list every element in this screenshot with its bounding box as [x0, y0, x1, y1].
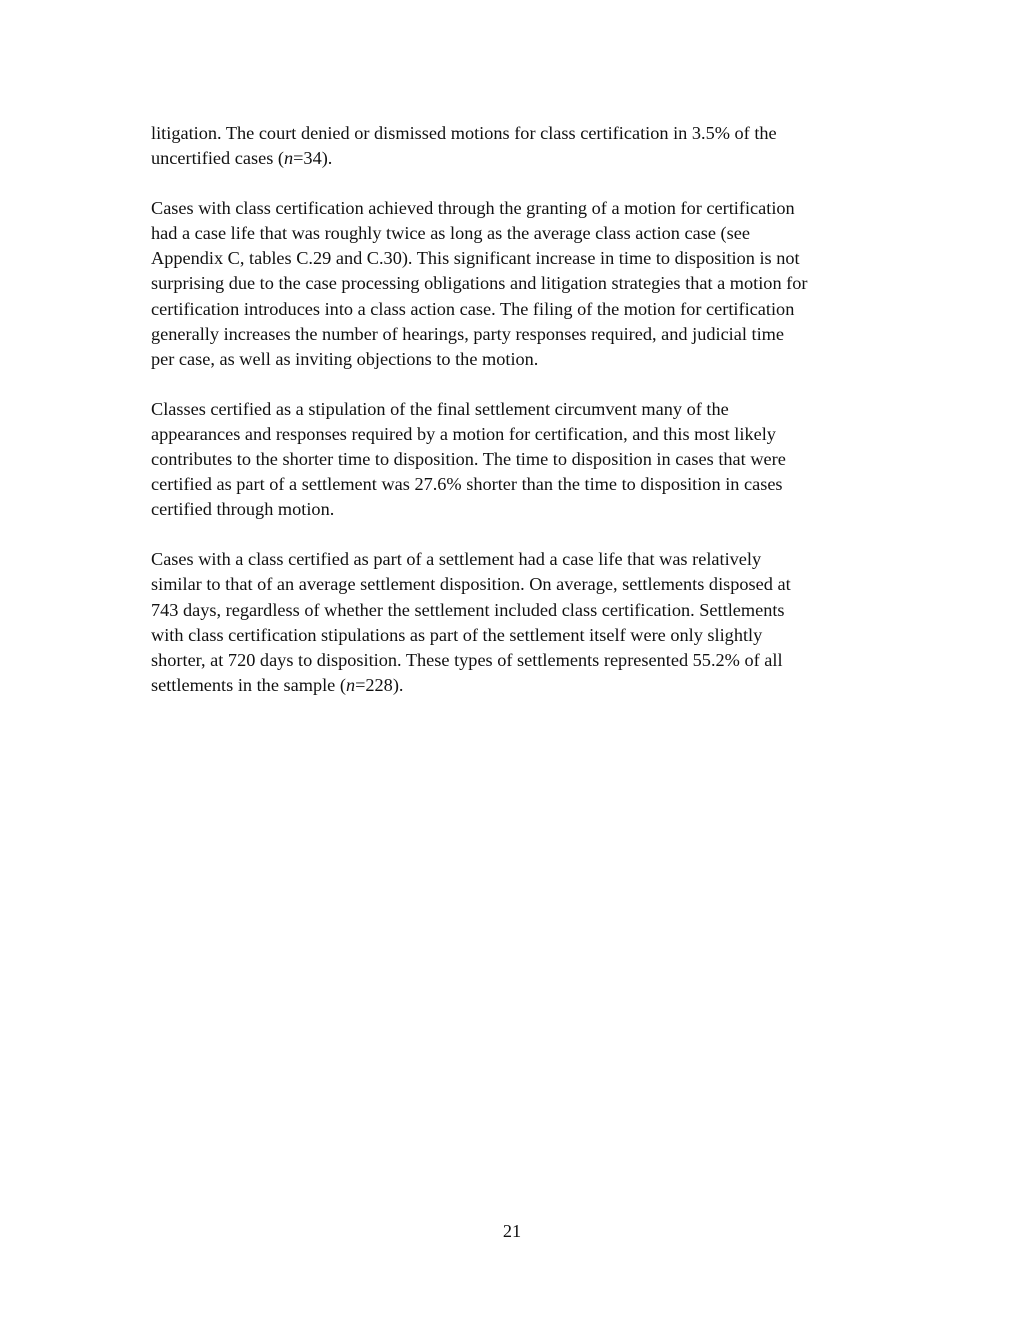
document-body: [151, 121, 875, 723]
text-line: litigation. The court denied or dismissed motions for class certification in 3.5% of the: [151, 123, 777, 143]
text-run: =34).: [293, 148, 333, 169]
text-line: contributes to the shorter time to disposition. The time to disposition in cases that were: [151, 449, 786, 470]
text-line: similar to that of an average settlement disposition. On average, settlements disposed at: [151, 574, 791, 595]
text-line: [151, 146, 875, 171]
text-line: Classes certified as a stipulation of the final settlement circumvent many of the: [151, 398, 729, 419]
text-line: Cases with a class certified as part of a settlement had a case life that was relatively: [151, 549, 762, 570]
text-line: per case, as well as inviting objections to the motion.: [151, 348, 539, 369]
paragraph: [151, 397, 875, 522]
text-run: settlements in the sample (: [151, 674, 346, 695]
text-run: uncertified cases (: [151, 148, 284, 169]
text-line: Appendix C, tables C.29 and C.30). This significant increase in time to disposition is not: [151, 248, 800, 269]
text-line: shorter, at 720 days to disposition. These types of settlements represented 55.2% of all: [151, 649, 783, 670]
text-line: had a case life that was roughly twice as long as the average class action case (see: [151, 223, 750, 244]
text-line: generally increases the number of hearings, party responses required, and judicial time: [151, 323, 785, 344]
text-line: Cases with class certification achieved through the granting of a motion for certification: [151, 198, 795, 219]
text-line: certified through motion.: [151, 499, 335, 520]
text-run: =228).: [355, 674, 404, 695]
italic-variable: n: [283, 148, 294, 169]
paragraph: [151, 196, 875, 372]
paragraph: [151, 121, 875, 171]
italic-variable: n: [345, 674, 356, 695]
text-line: [151, 673, 875, 698]
text-line: certified as part of a settlement was 27.6% shorter than the time to disposition in cases: [151, 474, 783, 495]
text-line: 743 days, regardless of whether the settlement included class certification. Settlements: [151, 599, 785, 620]
page-number: 21: [502, 1221, 522, 1241]
paragraph: [151, 547, 875, 698]
text-line: certification introduces into a class action case. The filing of the motion for certification: [151, 298, 795, 319]
text-line: appearances and responses required by a motion for certification, and this most likely: [151, 423, 776, 444]
text-line: with class certification stipulations as part of the settlement itself were only slightly: [151, 624, 763, 645]
text-line: surprising due to the case processing obligations and litigation strategies that a motion for: [151, 273, 808, 294]
